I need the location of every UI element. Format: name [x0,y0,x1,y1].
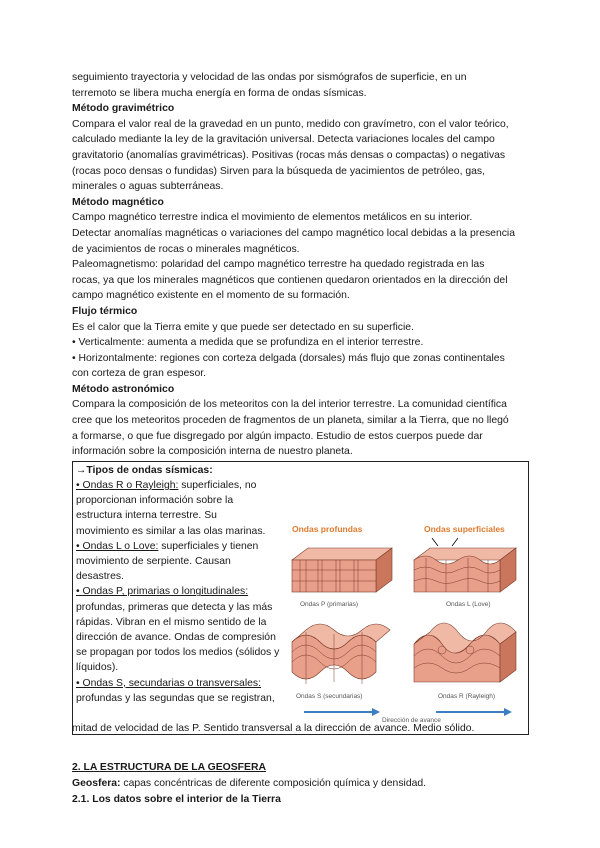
intro-line: seguimiento trayectoria y velocidad de las ondas por sismógrafos de superficie, en un [72,72,467,83]
grav-line: minerales o aguas subterráneas. [72,181,224,193]
surface-waves-title: Ondas superficiales [424,523,505,534]
p-waves-label: • Ondas P, primarias o longitudinales: [76,586,249,598]
astronomic-heading: Método astronómico [72,383,175,395]
box-title: →Tipos de ondas sísmicas: [76,464,213,476]
caption-rayleigh-waves: Ondas R (Rayleigh) [438,692,496,700]
thermal-heading: Flujo térmico [72,305,138,317]
love-label: • Ondas L o Love: [76,540,159,552]
flujo-line: • Horizontalmente: regiones con corteza delgada (dorsales) más flujo que zonas continentales [72,352,505,364]
magnetic-heading: Método magnético [72,196,164,208]
caption-love-waves: Ondas L (Love) [446,600,491,608]
mag-line: Paleomagnetismo: polaridad del campo magnético terrestre ha quedado registrada en las [72,259,485,271]
rayleigh-wave-block [414,623,516,682]
section-2-title: 2. LA ESTRUCTURA DE LA GEOSFERA [72,762,266,774]
astro-line: a formarse, o que fue disgregado por algún impacto. Estudio de estos cuerpos puede dar [72,430,483,442]
mag-line: Detectar anomalías magnéticas o variaciones del campo magnético local debidas a la presencia [72,227,516,239]
deep-waves-title: Ondas profundas [292,523,363,534]
direction-arrow-right [436,708,512,716]
flujo-line: Es el calor que la Tierra emite y que puede ser detectado en su superficie. [72,321,414,333]
rayleigh-label: • Ondas R o Rayleigh: [76,480,179,492]
s-waves-tail: mitad de velocidad de las P. Sentido transversal a la dirección de avance. Medio sólido. [72,722,475,734]
document-page [72,70,532,807]
gravimetric-heading: Método gravimétrico [72,103,175,115]
mag-line: campo magnético existente en el momento de su formación. [72,290,350,302]
seismic-waves-figure [286,522,526,722]
seismic-waves-text: →Tipos de ondas sísmicas: • Ondas R o Rayleigh: superficiales, no proporcionan información sobre la estructura interna terrestre. Su movimiento es similar a las olas marinas. • Ondas L o Love: superficiales y tienen movimiento de serpiente. Causan desastres. • Ondas P, primarias o longitudinales: profundas, primeras que detecta y las más rápidas. Vibran en el mismo sentido de la dirección de avance. Ondas de compresión se propagan por todos los medios (sólidos y líquidos). • Ondas S, secundarias o transversales: profundas y las segundas que se registran, [76,464,280,704]
p-wave-block [292,548,392,592]
grav-line: gravitatorio (anomalías gravimétricas). Positivas (rocas más densas o compactas) o negativas [72,149,506,161]
grav-line: Compara el valor real de la gravedad en un punto, medido con gravímetro, con el valor teórico, [72,118,509,130]
direction-arrow-left [304,708,380,716]
caption-direction: Dirección de avance [382,716,441,722]
flujo-line: con corteza de gran espesor. [72,368,207,380]
mag-line: de yacimientos de rocas o minerales magnéticos. [72,243,300,255]
intro-line: terremoto se libera mucha energía en forma de ondas sísmicas. [72,87,367,99]
love-wave-block [414,538,516,592]
mag-line: rocas, ya que los minerales magnéticos que contienen quedaron orientados en la dirección del [72,274,508,286]
section-2-1-title: 2.1. Los datos sobre el interior de la Tierra [72,793,281,805]
geosphere-label: Geosfera: [72,778,121,790]
astro-line: cree que los meteoritos proceden de fragmentos de un planeta, similar a la Tierra, que no llegó [72,415,509,427]
grav-line: calculado mediante la ley de la gravitación universal. Detecta variaciones locales del campo [72,134,495,146]
astro-line: Compara la composición de los meteoritos con la del interior terrestre. La comunidad científica [72,399,507,411]
mag-line: Campo magnético terrestre indica el movimiento de elementos metálicos en su interior. [72,212,473,224]
geosphere-definition: capas concéntricas de diferente composición química y densidad. [120,778,427,790]
grav-line: (rocas poco densas o fundidas) Sirven para la búsqueda de yacimientos de petróleo, gas, [72,165,485,177]
s-wave-block [292,624,390,684]
flujo-line: • Verticalmente: aumenta a medida que se profundiza en el interior terrestre. [72,337,424,349]
seismic-waves-box [72,461,529,735]
astro-line: información sobre la composición interna de nuestro planeta. [72,446,353,458]
s-waves-label: • Ondas S, secundarias o transversales: [76,677,261,689]
caption-s-waves: Ondas S (secundarias) [296,692,363,700]
caption-p-waves: Ondas P (primarias) [300,600,359,608]
